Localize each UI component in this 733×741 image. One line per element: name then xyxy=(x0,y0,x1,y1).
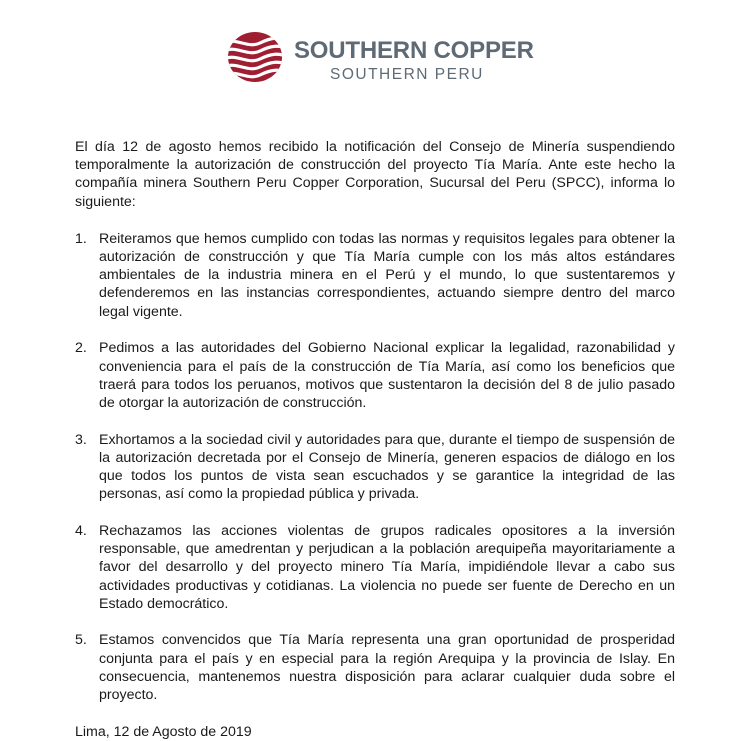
list-item-text: Exhortamos a la sociedad civil y autoridades para que, durante el tiempo de suspensión de la autorización decretada por el Consejo de Minería, generen espacios de diálogo en los que todos los puntos de vista sean escuchados y se garantice la integridad de las personas, así como la propiedad pública y privada. xyxy=(99,431,675,503)
list-item-number: 3. xyxy=(75,431,87,448)
list-item xyxy=(75,230,675,321)
list-item-number: 5. xyxy=(75,632,87,649)
list-item xyxy=(75,431,675,504)
statement-body xyxy=(75,138,675,741)
southern-copper-logo-icon xyxy=(226,31,284,83)
list-item-number: 2. xyxy=(75,340,87,357)
brand-title: SOUTHERN COPPER xyxy=(294,37,534,64)
list-item-text: Pedimos a las autoridades del Gobierno Nacional explicar la legalidad, razonabilidad y conveniencia para el país de la construcción de Tía María, así como los beneficios que traerá para todos los peruanos, motivos que sustentaron la decisión del 8 de julio pasado de otorgar la autorización de construcción. xyxy=(99,340,675,411)
list-item-number: 1. xyxy=(75,230,87,247)
date-line: Lima, 12 de Agosto de 2019 xyxy=(75,723,252,740)
list-item-text: Estamos convencidos que Tía María representa una gran oportunidad de prosperidad conjunta para el país y en especial para la región Arequipa y la provincia de Islay. En consecuencia, mantenemos nuestra disposición para aclarar cualquier duda sobre el proyecto. xyxy=(99,632,675,704)
company-header xyxy=(226,27,534,87)
list-item-text: Reiteramos que hemos cumplido con todas las normas y requisitos legales para obtener la autorización de construcción y que Tía María cumple con los más altos estándares ambientales de la industria minera en el Perú y el mundo, lo que sustentaremos y defenderemos en las instancias correspondientes, actuando siempre dentro del marco legal vigente. xyxy=(99,230,675,320)
statement-list xyxy=(75,230,675,704)
intro-paragraph: El día 12 de agosto hemos recibido la notificación del Consejo de Minería suspendiendo temporalmente la autorización de construcción del proyecto Tía María. Ante este hecho la compañía minera Southern Peru Copper Corporation, Sucursal del Peru (SPCC), informa lo siguiente: xyxy=(75,139,675,210)
list-item xyxy=(75,631,675,704)
list-item-text: Rechazamos las acciones violentas de grupos radicales opositores a la inversión responsable, que amedrentan y perjudican a la población arequipeña mayoritariamente a favor del desarrollo y del proyecto minero Tía María, impidiéndole llevar a cabo sus actividades productivas y cotidianas. La violencia no puede ser fuente de Derecho en un Estado democrático. xyxy=(99,522,675,612)
brand-subtitle: SOUTHERN PERU xyxy=(330,66,484,83)
list-item xyxy=(75,339,675,412)
list-item xyxy=(75,522,675,613)
list-item-number: 4. xyxy=(75,522,87,539)
